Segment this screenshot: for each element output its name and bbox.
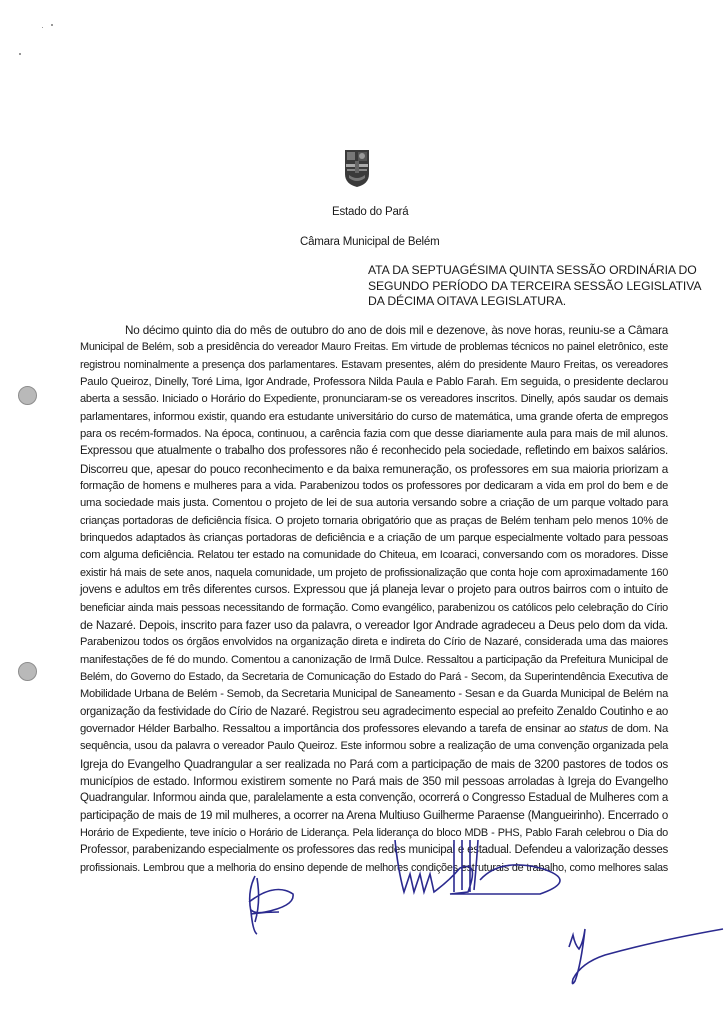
body-line: Discorreu que, apesar do pouco reconhecimento e da baixa remuneração, os professores em sua maioria priorizam a [80,462,668,476]
body-line: parlamentares, informou existir, quando era estudante universitário do curso de matemática, uma grande oferta de empregos [80,410,668,423]
body-line: Mobilidade Urbana de Belém - Semob, da Secretaria Municipal de Saneamento - Sesan e da Guarda Municipal de Belém na [80,688,668,701]
body-line: uma sociedade mais justa. Comentou o projeto de lei de sua autoria versando sobre a criação de um parque voltado para [80,497,668,510]
body-line: organização da festividade do Círio de Nazaré. Registrou seu agradecimento especial ao prefeito Zenaldo Coutinho e ao [80,705,668,718]
body-line: sequência, usou da palavra o vereador Paulo Queiroz. Este informou sobre a realização de uma convenção organizada pela [80,740,668,753]
scan-speck [42,27,43,28]
body-line: Paulo Queiroz, Dinelly, Toré Lima, Igor Andrade, Professora Nilda Paula e Pablo Farah. Em seguida, o presidente declarou [80,376,668,389]
minutes-title [368,263,702,310]
body-line: com alguma deficiência. Relatou ter estado na comunidade do Chiteua, em Icoaraci, conversando com os moradores. Disse [80,549,668,562]
body-line: governador Hélder Barbalho. Ressaltou a importância dos professores elevando a tarefa de ensinar ao status de dom. Na [80,722,668,735]
scan-speck [19,53,21,55]
body-line: participação de mais de 19 mil mulheres, a ocorrer na Arena Multiuso Guilherme Paraense (Mangueirinho). Encerrado o [80,809,668,822]
title-line: ATA DA SEPTUAGÉSIMA QUINTA SESSÃO ORDINÁRIA DO [368,263,697,277]
title-line: SEGUNDO PERÍODO DA TERCEIRA SESSÃO LEGISLATIVA [368,278,702,293]
body-line: aberta a sessão. Iniciado o Horário do Expediente, pronunciaram-se os vereadores inscritos. Dinelly, após saudar os demais [80,393,668,406]
body-line: Expressou que atualmente o trabalho dos professores não é reconhecido pela sociedade, refletindo em baixos salários. [80,445,668,458]
belem-coat-of-arms-icon [344,148,370,188]
body-line: de Nazaré. Depois, inscrito para fazer uso da palavra, o vereador Igor Andrade agradeceu a Deus pelo dom da vida. [80,617,668,632]
body-line: Horário de Expediente, teve início o Horário de Liderança. Pela liderança do bloco MDB - PHS, Pablo Farah celebrou o Dia do [80,826,668,839]
institution-name: Câmara Municipal de Belém [300,236,440,248]
body-line: crianças portadoras de deficiência física. O projeto tornaria obrigatório que as praças de Belém tenham pelo menos 10% de [80,514,668,527]
body-line: Municipal de Belém, sob a presidência do vereador Mauro Freitas. Em virtude de problemas técnicos no painel eletrônico, este [80,341,668,354]
body-line: municípios de estado. Informou existirem somente no Pará mais de 350 mil pessoas arroladas à Igreja do Evangelho [80,774,668,788]
body-line: beneficiar ainda mais pessoas necessitando de formação. Como evangélico, parabenizou os católicos pelo celebração do Círio [80,601,668,614]
body-line: brinquedos adaptados às crianças portadoras de deficiência e a criação de um parque especialmente voltado para pessoas [80,532,668,545]
body-line: manifestações de fé do mundo. Comentou a canonização de Irmã Dulce. Ressaltou a participação da Prefeitura Municipal de [80,653,668,666]
signature-3 [565,925,724,990]
state-name: Estado do Pará [332,206,409,218]
body-line: Belém, do Governo do Estado, da Secretaria de Comunicação do Estado do Pará - Secom, da Superintendência Executiva de [80,670,668,683]
body-line: profissionais. Lembrou que a melhoria do ensino depende de melhores condições estruturais de trabalho, como melhores salas [80,861,668,874]
punch-hole-bottom [18,662,37,681]
body-line: Quadrangular. Informou ainda que, paralelamente a esta convenção, ocorrerá o Congresso Estadual de Mulheres com a [80,792,668,805]
title-line: DA DÉCIMA OITAVA LEGISLATURA. [368,294,567,308]
signature-1 [245,872,305,942]
body-line: para os recém-formados. Na época, continuou, a carência fazia com que desse diariamente aula para mais de mil alunos. [80,428,668,441]
body-line: registrou nominalmente a presença dos parlamentares. Estavam presentes, além do presidente Mauro Freitas, os vereadores [80,358,668,371]
body-line: No décimo quinto dia do mês de outubro do ano de dois mil e dezenove, às nove horas, reuniu-se a Câmara [125,324,668,337]
body-line: existir há mais de sete anos, naquela comunidade, um projeto de profissionalização que conta hoje com aproximadamente 160 [80,566,668,579]
body-line: Professor, parabenizando especialmente os professores das redes municipal e estadual. Defendeu a valorização desses [80,844,668,857]
punch-hole-top [18,386,37,405]
italic-term: status [579,722,608,735]
body-line: Igreja do Evangelho Quadrangular a ser realizada no Pará com a participação de mais de 3200 pastores de todos os [80,757,668,771]
body-line: Parabenizou todos os órgãos envolvidos na organização direta e indireta do Círio de Nazaré, considerada uma das maiores [80,636,668,649]
body-line: jovens e adultos em três diferentes cursos. Expressou que já planeja levar o projeto para outros bairros com o intuito de [80,584,668,597]
scan-speck [51,24,53,26]
minutes-body [80,322,668,877]
body-line: formação de homens e mulheres para a vida. Parabenizou todos os professores por dedicaram a vida em prol do bem e de [80,480,668,493]
signature-2 [390,840,570,900]
